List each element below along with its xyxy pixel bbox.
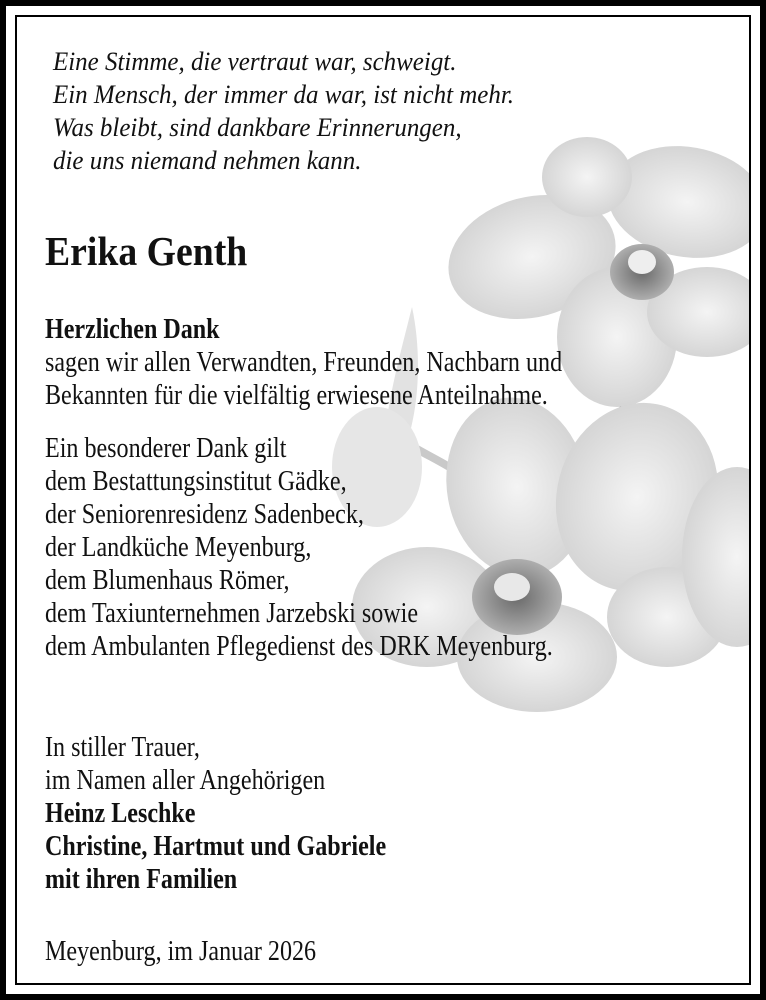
poem-line: Was bleibt, sind dankbare Erinnerungen, bbox=[53, 113, 462, 142]
poem-line: Ein Mensch, der immer da war, ist nicht mehr. bbox=[53, 80, 515, 109]
closing-section bbox=[45, 731, 442, 896]
special-thanks-line: dem Blumenhaus Römer, bbox=[45, 565, 290, 596]
poem-line: Eine Stimme, die vertraut war, schweigt. bbox=[53, 47, 457, 76]
special-thanks-line: dem Ambulanten Pflegedienst des DRK Meyenburg. bbox=[45, 631, 553, 662]
signatory: Christine, Hartmut und Gabriele bbox=[45, 831, 387, 862]
thanks-heading: Herzlichen Dank bbox=[45, 314, 220, 345]
thanks-line: Bekannten für die vielfältig erwiesene Anteilnahme. bbox=[45, 380, 548, 411]
notice-inner-border bbox=[15, 15, 751, 985]
special-thanks-line: Ein besonderer Dank gilt bbox=[45, 433, 287, 464]
special-thanks-section bbox=[45, 432, 636, 663]
thanks-line: sagen wir allen Verwandten, Freunden, Nachbarn und bbox=[45, 347, 563, 378]
poem-line: die uns niemand nehmen kann. bbox=[53, 146, 362, 175]
signatory: mit ihren Familien bbox=[45, 864, 238, 895]
deceased-name: Erika Genth bbox=[45, 228, 248, 274]
special-thanks-line: der Seniorenresidenz Sadenbeck, bbox=[45, 499, 364, 530]
closing-line: In stiller Trauer, bbox=[45, 732, 200, 763]
memorial-poem bbox=[53, 45, 533, 177]
closing-line: im Namen aller Angehörigen bbox=[45, 765, 326, 796]
special-thanks-line: dem Bestattungsinstitut Gädke, bbox=[45, 466, 347, 497]
special-thanks-line: der Landküche Meyenburg, bbox=[45, 532, 312, 563]
place-date bbox=[45, 935, 360, 968]
special-thanks-line: dem Taxiunternehmen Jarzebski sowie bbox=[45, 598, 419, 629]
thanks-section bbox=[45, 313, 646, 412]
place-date-text: Meyenburg, im Januar 2026 bbox=[45, 936, 317, 967]
signatory: Heinz Leschke bbox=[45, 798, 196, 829]
